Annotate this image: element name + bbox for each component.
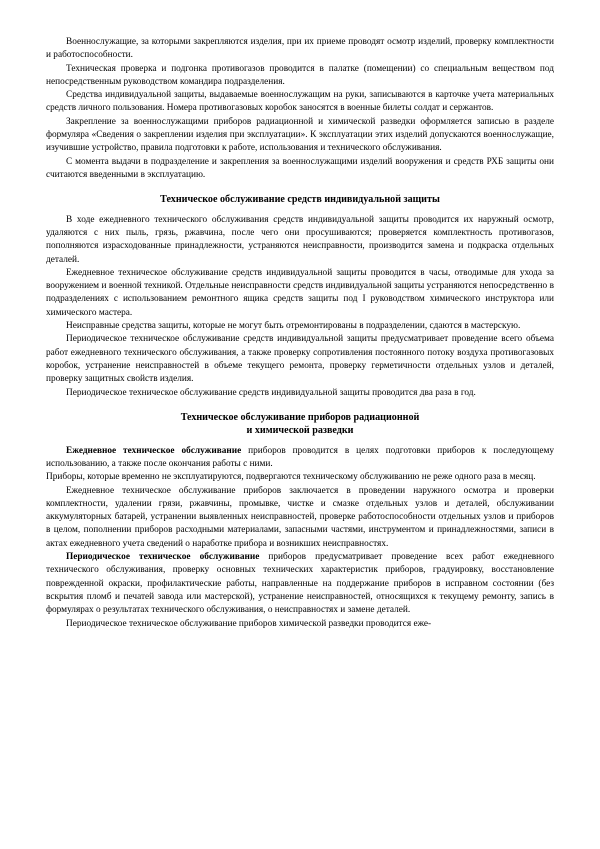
paragraph: Военнослужащие, за которыми закрепляются изделия, при их приеме проводят осмотр изделий, проверку комплектности и работоспособности.: [46, 37, 554, 61]
section-heading-sredstva-zashity: [46, 193, 554, 206]
paragraph: Периодическое техническое обслуживание средств индивидуальной защиты предусматривает проведение всего объема работ ежедневного технического обслуживания, а также проверку сопротивления постоянного потоку воздуха противогазовых коробок, устранение неисправностей в объеме текущего ремонта, проверку герметичности отдельных узлов и деталей, проверку защитных свойств изделия.: [46, 334, 554, 385]
paragraph: Ежедневное техническое обслуживание приборов заключается в проведении наружного осмотра и проверки комплектности, удалении грязи, ржавчины, промывке, чистке и смазке отдельных узлов и деталей, обслуживании аккумуляторных батарей, устранении выявленных неисправностей, проверке работоспособности отдельных узлов и приборов в целом, пополнении приборов расходными материалами, запасными частями, инструментом и принадлежностями, записи в актах ежедневного учета сведений о наработке прибора и возникших неисправностях.: [46, 485, 554, 549]
paragraph: Ежедневное техническое обслуживание средств индивидуальной защиты проводится в часы, отводимые для ухода за вооружением и военной техникой. Отдельные неисправности средств индивидуальной защиты устраняются непосредственно в подразделениях с использованием ремонтного ящика средств защиты под I руководством химического инструктора или химического мастера.: [46, 267, 554, 318]
paragraph: Средства индивидуальной защиты, выдаваемые военнослужащим на руки, записываются в карточке учета материальных средств личного пользования. Номера противогазовых коробок заносятся в военные билеты солдат и сержантов.: [46, 90, 554, 114]
paragraph: Закрепление за военнослужащими приборов радиационной и химической разведки оформляется записью в разделе формуляра «Сведения о закреплении изделия при эксплуатации». К эксплуатации этих изделий допускаются военнослужащие, изучившие устройство, правила подготовки к работе, использования и технического обслуживания.: [46, 116, 554, 154]
document-body: [46, 36, 554, 631]
paragraph: С момента выдачи в подразделение и закрепления за военнослужащими изделий вооружения и средств РХБ защиты они считаются введенными в эксплуатацию.: [46, 156, 554, 180]
paragraph: Периодическое техническое обслуживание средств индивидуальной защиты проводится два раза в год.: [66, 387, 476, 398]
section-heading-line: Техническое обслуживание средств индивидуальной защиты: [160, 194, 440, 206]
paragraph: Периодическое техническое обслуживание приборов химической разведки проводится еже-: [66, 618, 432, 629]
paragraph: Неисправные средства защиты, которые не могут быть отремонтированы в подразделении, сдаются в мастерскую.: [66, 321, 521, 332]
paragraph-with-lead: [46, 551, 554, 617]
paragraph: В ходе ежедневного технического обслуживания средств индивидуальной защиты проводится их наружный осмотр, удаляются с них пыль, грязь, ржавчина, после чего они просушиваются; проверяется комплектность противогазов, пополняются израсходованные принадлежности, устраняются неисправности, производится замена и подкраска отдельных деталей.: [46, 214, 554, 265]
lead-term: Периодическое техническое обслуживание: [66, 552, 260, 563]
section-heading-line: Техническое обслуживание приборов радиационной: [180, 411, 420, 423]
section-heading-pribory-razvedki: [46, 411, 554, 438]
section-heading-line: и химической разведки: [246, 425, 354, 437]
paragraph-with-lead: [46, 445, 554, 472]
paragraph: Техническая проверка и подгонка противогазов проводится в палатке (помещении) со специальным веществом под непосредственным руководством командира подразделения.: [46, 63, 554, 87]
paragraph: Приборы, которые временно не эксплуатируются, подвергаются техническому обслуживанию не реже одного раза в месяц.: [46, 472, 536, 483]
lead-term: Ежедневное техническое обслуживание: [66, 445, 242, 456]
paragraph-text: приборов проводится в целях подготовки приборов к последующему использованию, а также после окончания работы с ними.: [46, 445, 554, 469]
paragraph-text: приборов предусматривает проведение всех работ ежедневного технического обслуживания, проверку основных технических характеристик приборов, градуировку, восстановление поврежденной окраски, профилактические работы, направленные на поддержание приборов в исправном состоянии (без вскрытия пломб и печатей завода или мастерской), устранение неисправностей, относящихся к текущему ремонту, запись в формулярах о результатах технического обслуживания, о неисправностях и замене деталей.: [46, 552, 554, 616]
